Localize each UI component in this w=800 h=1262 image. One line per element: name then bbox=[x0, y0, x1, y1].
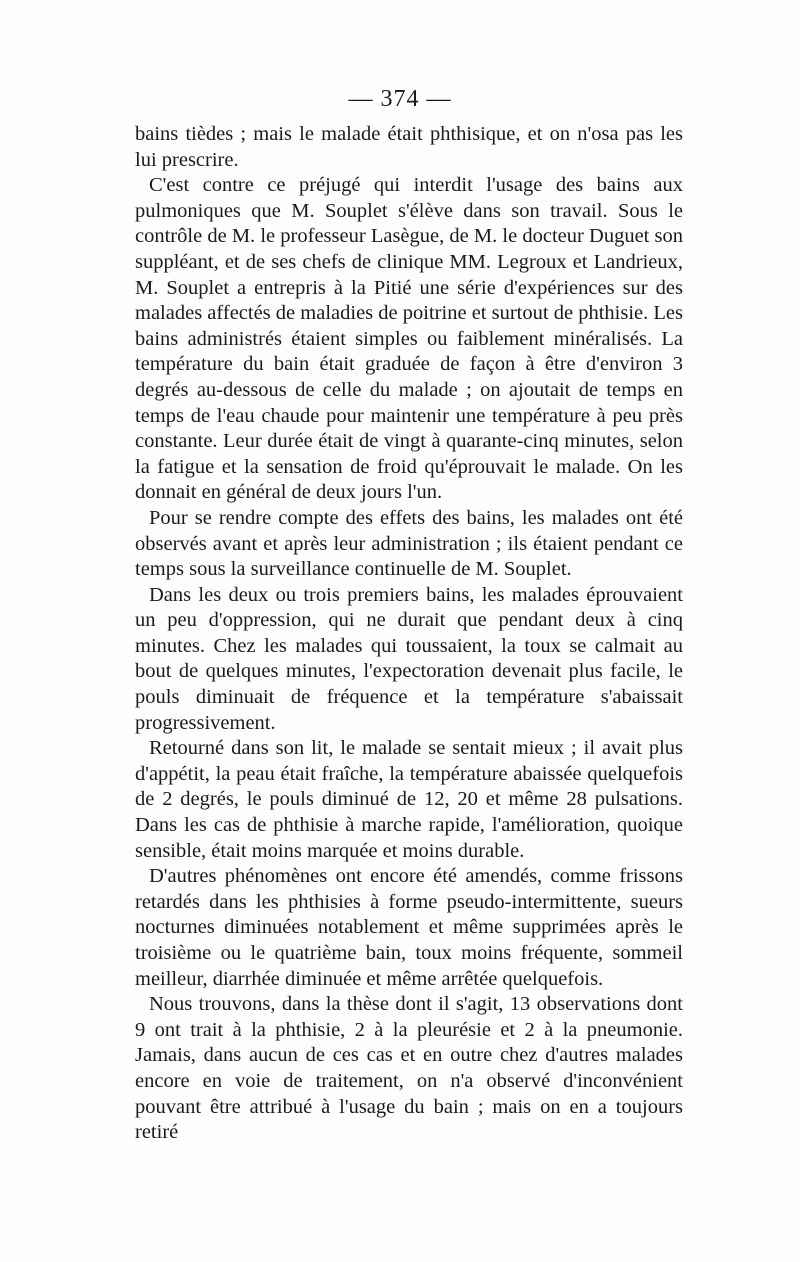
paragraph-observation: Pour se rendre compte des effets des bains, les malades ont été observés avant et après leur administration ; ils étaient pendant ce temps sous la surveillance continuelle de M. Souplet. bbox=[135, 506, 683, 581]
paragraph-other-phenomena: D'autres phénomènes ont encore été amendés, comme frissons retardés dans les phthisies à forme pseudo-intermittente, sueurs nocturnes diminuées notablement et même supprimées après le troisième ou le quatrième bain, toux moins fréquente, sommeil meilleur, diarrhée diminuée et même arrêtée quelquefois. bbox=[135, 865, 683, 990]
paragraph-thesis-observations: Nous trouvons, dans la thèse dont il s'agit, 13 observations dont 9 ont trait à la phthisie, 2 à la pleurésie et 2 à la pneumonie. Jamais, dans aucun de ces cas et en outre chez d'autres malades encore en voie de traitement, on n'a observé d'inconvénient pouvant être attribué à l'usage du bain ; mais on en a toujours retiré bbox=[135, 993, 683, 1144]
body-text bbox=[135, 122, 683, 1146]
paragraph-first-baths: Dans les deux ou trois premiers bains, les malades éprouvaient un peu d'oppression, qui ne durait que pendant deux à cinq minutes. Chez les malades qui toussaient, la toux se calmait au bout de quelques minutes, l'expectoration devenait plus facile, le pouls diminuait de fréquence et la température s'abaissait progressivement. bbox=[135, 583, 683, 734]
paragraph-continuation: bains tièdes ; mais le malade était phthisique, et on n'osa pas les lui prescrire. bbox=[135, 123, 683, 171]
paragraph-return-to-bed: Retourné dans son lit, le malade se sentait mieux ; il avait plus d'appétit, la peau était fraîche, la température abaissée quelquefois de 2 degrés, le pouls diminué de 12, 20 et même 28 pulsations. Dans les cas de phthisie à marche rapide, l'amélioration, quoique sensible, était moins marquée et moins durable. bbox=[135, 737, 683, 862]
page-number: — 374 — bbox=[348, 86, 452, 112]
paragraph-souplet-experiments: C'est contre ce préjugé qui interdit l'usage des bains aux pulmoniques que M. Souplet s'élève dans son travail. Sous le contrôle de M. le professeur Lasègue, de M. le docteur Duguet son suppléant, et de ses chefs de clinique MM. Legroux et Landrieux, M. Souplet a entrepris à la Pitié une série d'expériences sur des malades affectés de maladies de poitrine et surtout de phthisie. Les bains administrés étaient simples ou faiblement minéralisés. La température du bain était graduée de façon à être d'environ 3 degrés au-dessous de celle du malade ; on ajoutait de temps en temps de l'eau chaude pour maintenir une température à peu près constante. Leur durée était de vingt à quarante-cinq minutes, selon la fatigue et la sensation de froid qu'éprouvait le malade. On les donnait en général de deux jours l'un. bbox=[135, 174, 683, 504]
